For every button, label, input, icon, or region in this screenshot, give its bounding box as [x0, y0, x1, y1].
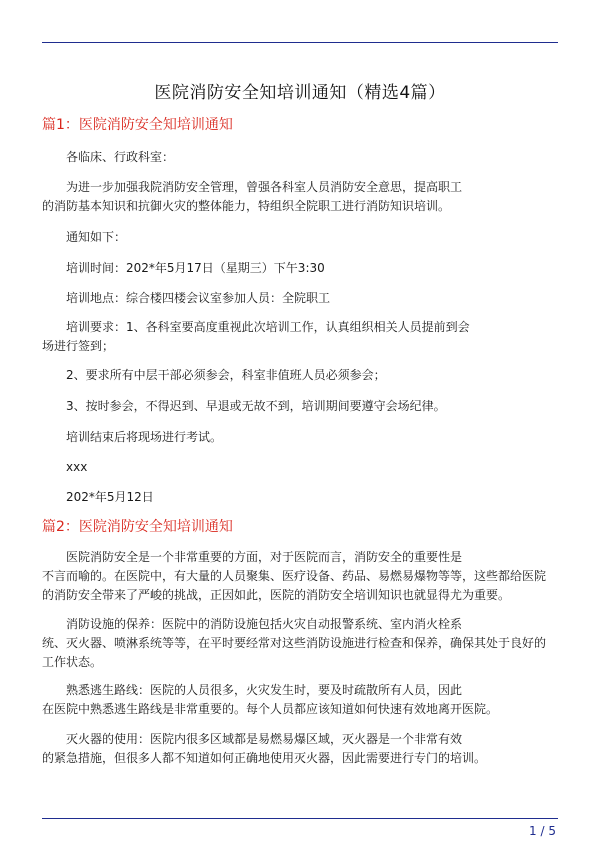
training-place: 培训地点：综合楼四楼会议室参加人员：全院职工	[66, 291, 331, 305]
requirement-2: 2、要求所有中层干部必须参会，科室非值班人员必须参会；	[66, 368, 386, 382]
section-1-heading: 篇1：医院消防安全知培训通知	[42, 117, 233, 133]
training-time: 培训时间：202*年5月17日（星期三）下午3:30	[66, 261, 325, 275]
requirement-1	[42, 318, 556, 356]
maintenance-line-2: 统、灭火器、喷淋系统等等，在平时要经常对这些消防设施进行检查和保养，确保其处于良好的	[42, 636, 547, 650]
fire-safety-line-1: 医院消防安全是一个非常重要的方面，对于医院而言，消防安全的重要性是	[66, 550, 463, 564]
notice-line: 通知如下：	[66, 230, 127, 244]
maintenance-line-3: 工作状态。	[42, 655, 103, 669]
requirement-1-line-2: 场进行签到；	[42, 339, 115, 353]
document-title: 医院消防安全知培训通知（精选4篇）	[154, 83, 446, 103]
escape-line-1: 熟悉逃生路线：医院的人员很多，火灾发生时，要及时疏散所有人员，因此	[66, 683, 463, 697]
paragraph-facility-maintenance	[42, 615, 556, 672]
header-rule	[42, 42, 558, 43]
section-2-heading: 篇2：医院消防安全知培训通知	[42, 519, 233, 535]
intro-line-2: 的消防基本知识和抗御火灾的整体能力，特组织全院职工进行消防知识培训。	[42, 199, 451, 213]
page-number: 1 / 5	[529, 824, 556, 838]
intro-paragraph	[42, 178, 556, 216]
requirement-1-line-1: 培训要求：1、各科室要高度重视此次培训工作，认真组织相关人员提前到会	[66, 320, 470, 334]
intro-line-1: 为进一步加强我院消防安全管理，曾强各科室人员消防安全意思，提高职工	[66, 180, 463, 194]
signer: xxx	[66, 460, 88, 474]
requirement-3: 3、按时参会，不得迟到、早退或无故不到，培训期间要遵守会场纪律。	[66, 399, 446, 413]
footer-rule	[42, 818, 558, 819]
paragraph-extinguisher	[42, 730, 556, 768]
escape-line-2: 在医院中熟悉逃生路线是非常重要的。每个人员都应该知道如何快速有效地离开医院。	[42, 702, 499, 716]
fire-safety-line-3: 的消防安全带来了严峻的挑战，正因如此，医院的消防安全培训知识也就显得尤为重要。	[42, 588, 511, 602]
extinguisher-line-1: 灭火器的使用：医院内很多区域都是易燃易爆区域，灭火器是一个非常有效	[66, 732, 463, 746]
paragraph-fire-safety	[42, 548, 556, 605]
salutation: 各临床、行政科室：	[66, 150, 175, 164]
maintenance-line-1: 消防设施的保养：医院中的消防设施包括火灾自动报警系统、室内消火栓系	[66, 617, 463, 631]
fire-safety-line-2: 不言而喻的。在医院中，有大量的人员聚集、医疗设备、药品、易燃易爆物等等，这些都给医院	[42, 569, 547, 583]
exam-note: 培训结束后将现场进行考试。	[66, 430, 223, 444]
paragraph-escape-route	[42, 681, 556, 719]
extinguisher-line-2: 的紧急措施，但很多人都不知道如何正确地使用灭火器，因此需要进行专门的培训。	[42, 751, 487, 765]
issue-date: 202*年5月12日	[66, 490, 154, 504]
